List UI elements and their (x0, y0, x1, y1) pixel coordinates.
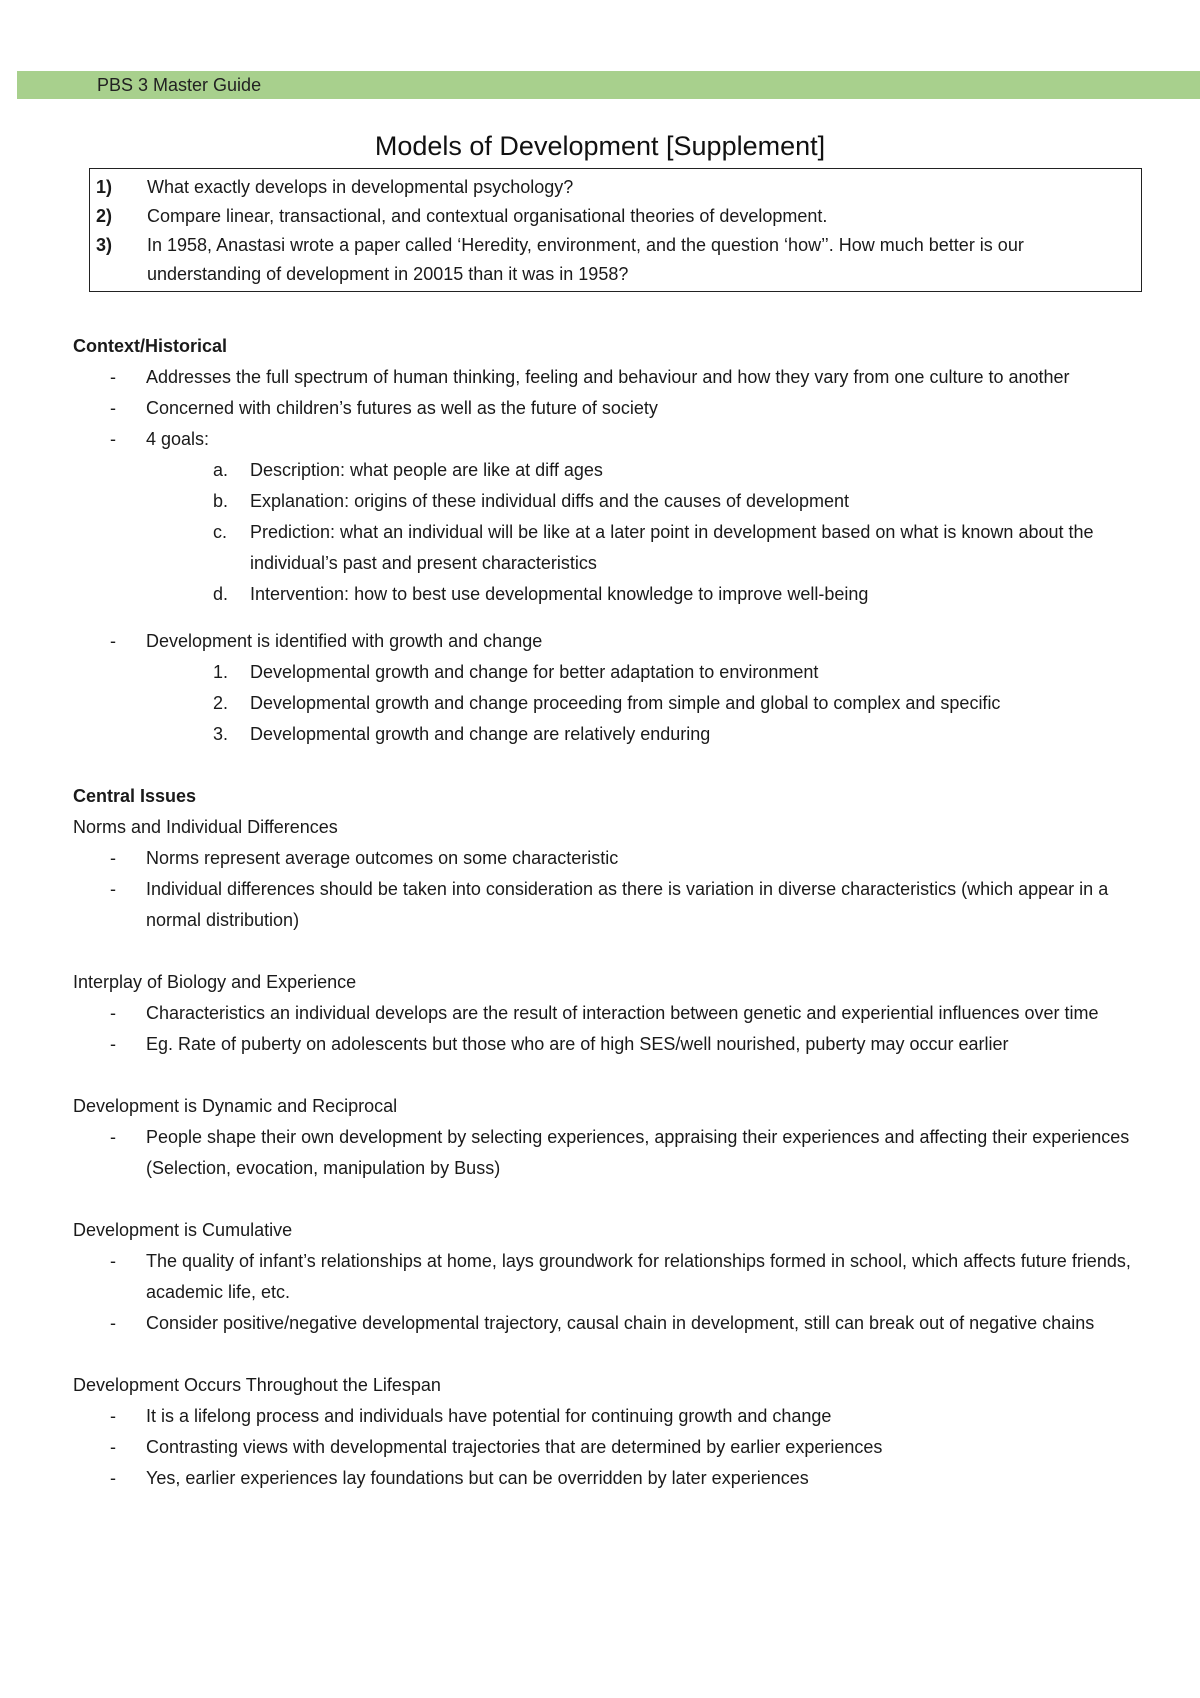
goal-marker: b. (213, 491, 229, 511)
question-number: 1) (96, 177, 113, 197)
bullet-text: Individual differences should be taken into consideration as there is variation in diverse characteristics (which appear in a normal distribution) (146, 879, 1109, 930)
bullet-item (73, 843, 1148, 874)
bullet-dash: - (110, 879, 116, 899)
bullet-text: Yes, earlier experiences lay foundations but can be overridden by later experiences (146, 1468, 809, 1488)
bullet-text: 4 goals: (146, 429, 210, 449)
section-heading: Central Issues (73, 786, 197, 806)
growth-marker: 2. (213, 693, 229, 713)
bullet-dash: - (110, 398, 116, 418)
bullet-dash: - (110, 367, 116, 387)
question-item (96, 202, 1129, 231)
bullet-item (73, 393, 1148, 424)
bullet-text: Contrasting views with developmental trajectories that are determined by earlier experiences (146, 1437, 883, 1457)
bullet-dash: - (110, 429, 116, 449)
bullet-dash: - (110, 1437, 116, 1457)
bullet-dash: - (110, 1468, 116, 1488)
growth-item (73, 719, 1148, 750)
bullet-item (73, 362, 1148, 393)
bullet-text: Eg. Rate of puberty on adolescents but those who are of high SES/well nourished, puberty may occur earlier (146, 1034, 1009, 1054)
bullet-item (73, 874, 1148, 936)
goal-text: Explanation: origins of these individual diffs and the causes of development (250, 491, 850, 511)
goal-item (73, 486, 1148, 517)
spacer (73, 1060, 1148, 1091)
header-bar (17, 71, 1200, 99)
header-label: PBS 3 Master Guide (97, 75, 262, 95)
bullet-dash: - (110, 1251, 116, 1271)
bullet-dash: - (110, 848, 116, 868)
spacer (73, 1339, 1148, 1370)
question-number: 3) (96, 235, 113, 255)
spacer (73, 610, 1148, 626)
goal-item (73, 455, 1148, 486)
question-text: What exactly develops in developmental psychology? (147, 177, 574, 197)
subsection-title: Development is Cumulative (73, 1220, 293, 1240)
subsection-title: Interplay of Biology and Experience (73, 972, 357, 992)
bullet-text: It is a lifelong process and individuals have potential for continuing growth and change (146, 1406, 832, 1426)
bullet-text: Characteristics an individual develops are the result of interaction between genetic and experiential influences over time (146, 1003, 1099, 1023)
bullet-item (73, 1122, 1148, 1184)
bullet-dash: - (110, 1034, 116, 1054)
bullet-dash: - (110, 1406, 116, 1426)
growth-marker: 3. (213, 724, 229, 744)
goal-item (73, 579, 1148, 610)
section-heading: Context/Historical (73, 336, 228, 356)
bullet-item (73, 1246, 1148, 1308)
bullet-text: The quality of infant’s relationships at home, lays groundwork for relationships formed in school, which affects future friends, academic life, etc. (146, 1251, 1131, 1302)
growth-text: Developmental growth and change are relatively enduring (250, 724, 711, 744)
spacer (73, 1184, 1148, 1215)
question-item (96, 231, 1129, 289)
bullet-text: Development is identified with growth and change (146, 631, 543, 651)
bullet-item (73, 1029, 1148, 1060)
bullet-item (73, 1308, 1148, 1339)
bullet-dash: - (110, 1313, 116, 1333)
bullet-text: Norms represent average outcomes on some characteristic (146, 848, 619, 868)
bullet-text: Addresses the full spectrum of human thinking, feeling and behaviour and how they vary from one culture to another (146, 367, 1070, 387)
page-title: Models of Development [Supplement] (374, 131, 826, 161)
question-text: Compare linear, transactional, and contextual organisational theories of development. (147, 206, 828, 226)
question-item (96, 173, 1129, 202)
subsection-title: Development Occurs Throughout the Lifespan (73, 1375, 441, 1395)
goal-marker: c. (213, 522, 228, 542)
bullet-item (73, 1463, 1148, 1494)
goal-text: Intervention: how to best use developmental knowledge to improve well-being (250, 584, 869, 604)
bullet-item (73, 626, 1148, 657)
bullet-item (73, 1432, 1148, 1463)
spacer (73, 750, 1148, 781)
bullet-text: People shape their own development by selecting experiences, appraising their experiences and affecting their experiences (Selection, evocation, manipulation by Buss) (146, 1127, 1130, 1178)
subsection-title: Development is Dynamic and Reciprocal (73, 1096, 398, 1116)
subsection-title: Norms and Individual Differences (73, 817, 338, 837)
bullet-dash: - (110, 1003, 116, 1023)
spacer (73, 936, 1148, 967)
bullet-text: Consider positive/negative developmental trajectory, causal chain in development, still can break out of negative chains (146, 1313, 1095, 1333)
growth-text: Developmental growth and change proceeding from simple and global to complex and specific (250, 693, 1001, 713)
growth-text: Developmental growth and change for better adaptation to environment (250, 662, 819, 682)
bullet-dash: - (110, 1127, 116, 1147)
questions-box (89, 168, 1142, 292)
goal-text: Prediction: what an individual will be like at a later point in development based on what is known about the individual’s past and present characteristics (250, 522, 1094, 573)
goal-marker: a. (213, 460, 229, 480)
growth-item (73, 657, 1148, 688)
goal-item (73, 517, 1148, 579)
bullet-item (73, 424, 1148, 455)
bullet-item (73, 998, 1148, 1029)
bullet-text: Concerned with children’s futures as well as the future of society (146, 398, 658, 418)
question-text: In 1958, Anastasi wrote a paper called ‘Heredity, environment, and the question ‘how’’. How much better is our understanding of development in 20015 than it was in 1958? (147, 235, 1024, 284)
document-body (73, 331, 1148, 1494)
growth-marker: 1. (213, 662, 229, 682)
question-number: 2) (96, 206, 113, 226)
growth-item (73, 688, 1148, 719)
bullet-item (73, 1401, 1148, 1432)
goal-marker: d. (213, 584, 229, 604)
goal-text: Description: what people are like at diff ages (250, 460, 603, 480)
bullet-dash: - (110, 631, 116, 651)
